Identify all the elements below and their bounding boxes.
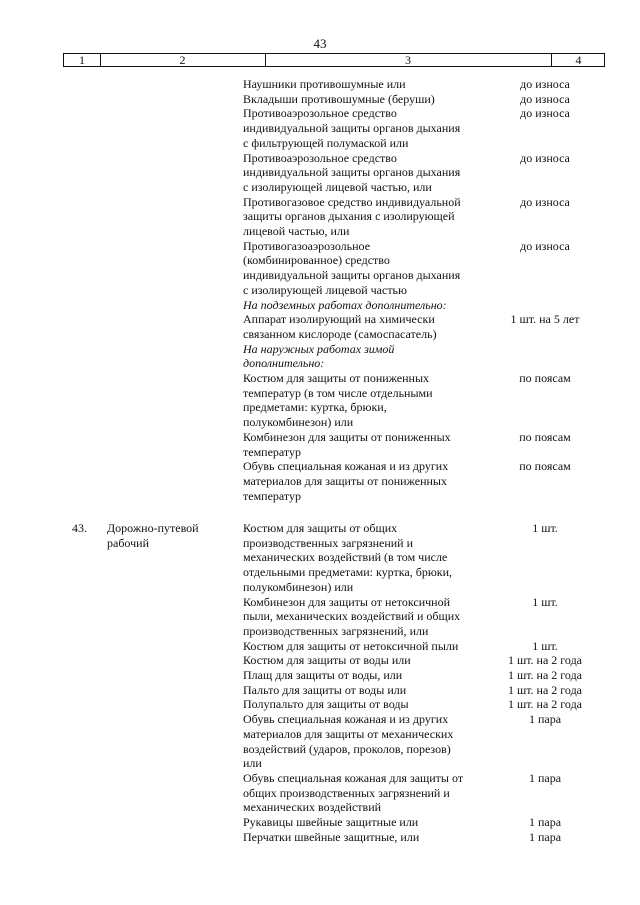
item-norm: по поясам <box>519 371 571 385</box>
item-description-line: Противогазовое средство индивидуальной <box>243 194 461 209</box>
item-description-line: Противоаэрозольное средство <box>243 150 397 165</box>
item-description-line: Полупальто для защиты от воды <box>243 697 409 712</box>
item-description-line: температур <box>243 488 302 503</box>
item-description-line: температур <box>243 444 302 459</box>
item-description-line: или <box>243 756 262 771</box>
item-description-line: Наушники противошумные или <box>243 77 406 91</box>
item-description-line: Аппарат изолирующий на химически <box>243 312 435 327</box>
item-norm: по поясам <box>519 459 571 474</box>
item-description-line: Пальто для защиты от воды или <box>243 682 407 697</box>
header-cell-1: 1 <box>79 53 85 67</box>
item-norm: 1 шт. <box>532 594 558 609</box>
row-number: 43. <box>72 521 87 535</box>
item-description-line: предметами: куртка, брюки, <box>243 400 387 415</box>
item-description-line: температур (в том числе отдельными <box>243 385 433 400</box>
section-heading-winter: дополнительно: <box>243 356 325 371</box>
item-description-line: лицевой частью, или <box>243 224 350 238</box>
item-description-line: полукомбинезон) или <box>243 579 354 594</box>
item-description-line: Обувь специальная кожаная и из других <box>243 459 449 474</box>
item-description-line: (комбинированное) средство <box>243 253 390 268</box>
item-description-line: отдельными предметами: куртка, брюки, <box>243 565 453 580</box>
item-norm: до износа <box>520 150 570 165</box>
item-norm: 1 шт. на 2 года <box>507 682 583 697</box>
item-description-line: с изолирующей лицевой частью <box>243 282 407 297</box>
item-description-line: механических воздействий <box>243 800 382 815</box>
item-norm: 1 пара <box>528 815 562 829</box>
item-description-line: общих производственных загрязнений и <box>243 785 450 800</box>
item-description-line: с фильтрующей полумаской или <box>243 135 409 150</box>
item-description-line: материалов для защиты от механических <box>243 726 454 741</box>
item-description-line: с изолирующей лицевой частью, или <box>243 179 432 194</box>
item-norm: 1 шт. <box>532 521 558 535</box>
item-description-line: индивидуальной защиты органов дыхания <box>243 268 461 283</box>
item-description-line: производственных загрязнений, или <box>243 623 429 638</box>
page-number: 43 <box>313 36 327 51</box>
item-description-line: индивидуальной защиты органов дыхания <box>243 165 461 180</box>
section-heading-underground: На подземных работах дополнительно: <box>243 297 447 312</box>
item-description-line: пыли, механических воздействий и общих <box>243 609 461 624</box>
item-norm: до износа <box>520 77 570 91</box>
item-norm: 1 пара <box>528 770 562 785</box>
profession-name: Дорожно-путевой <box>107 521 199 535</box>
item-description-line: Рукавицы швейные защитные или <box>243 815 419 829</box>
profession-name: рабочий <box>107 535 149 550</box>
item-norm: 1 шт. на 2 года <box>507 668 583 682</box>
item-description-line: Противогазоаэрозольное <box>243 238 371 253</box>
item-norm: 1 шт. на 2 года <box>507 697 583 712</box>
item-description-line: материалов для защиты от пониженных <box>243 473 447 488</box>
item-description-line: Перчатки швейные защитные, или <box>243 829 420 844</box>
item-description-line: воздействий (ударов, проколов, порезов) <box>243 741 451 756</box>
item-norm: 1 пара <box>528 712 562 727</box>
item-description-line: Противоаэрозольное средство <box>243 106 397 121</box>
item-norm: 1 шт. <box>532 638 558 653</box>
header-cell-4: 4 <box>575 53 582 67</box>
header-cell-2: 2 <box>179 53 186 67</box>
item-norm: 1 шт. на 2 года <box>507 653 583 668</box>
item-description-line: производственных загрязнений и <box>243 535 414 550</box>
item-norm: 1 шт. на 5 лет <box>510 312 580 327</box>
item-norm: до износа <box>520 106 570 121</box>
item-description-line: связанном кислороде (самоспасатель) <box>243 326 437 341</box>
item-description-line: Костюм для защиты от пониженных <box>243 371 430 385</box>
item-description-line: Костюм для защиты от общих <box>243 521 398 535</box>
table-header-row <box>63 53 605 67</box>
item-description-line: Плащ для защиты от воды, или <box>243 668 403 682</box>
item-description-line: Обувь специальная кожаная и из других <box>243 712 449 727</box>
item-description-line: индивидуальной защиты органов дыхания <box>243 121 461 136</box>
item-norm: по поясам <box>519 429 571 444</box>
item-description-line: Обувь специальная кожаная для защиты от <box>243 770 464 785</box>
item-description-line: полукомбинезон) или <box>243 415 354 430</box>
item-norm: до износа <box>520 194 570 209</box>
item-description-line: Костюм для защиты от воды или <box>243 653 411 668</box>
item-description-line: Вкладыши противошумные (беруши) <box>243 91 435 106</box>
item-description-line: Комбинезон для защиты от нетоксичной <box>243 594 451 609</box>
item-description-line: механических воздействий (в том числе <box>243 550 448 565</box>
item-norm: до износа <box>520 238 570 253</box>
item-description-line: Комбинезон для защиты от пониженных <box>243 429 451 444</box>
item-norm: до износа <box>520 91 570 106</box>
item-norm: 1 пара <box>528 829 562 844</box>
header-cell-3: 3 <box>405 53 411 67</box>
section-heading-winter: На наружных работах зимой <box>243 341 395 356</box>
item-description-line: Костюм для защиты от нетоксичной пыли <box>243 638 459 653</box>
item-description-line: защиты органов дыхания с изолирующей <box>243 209 455 224</box>
